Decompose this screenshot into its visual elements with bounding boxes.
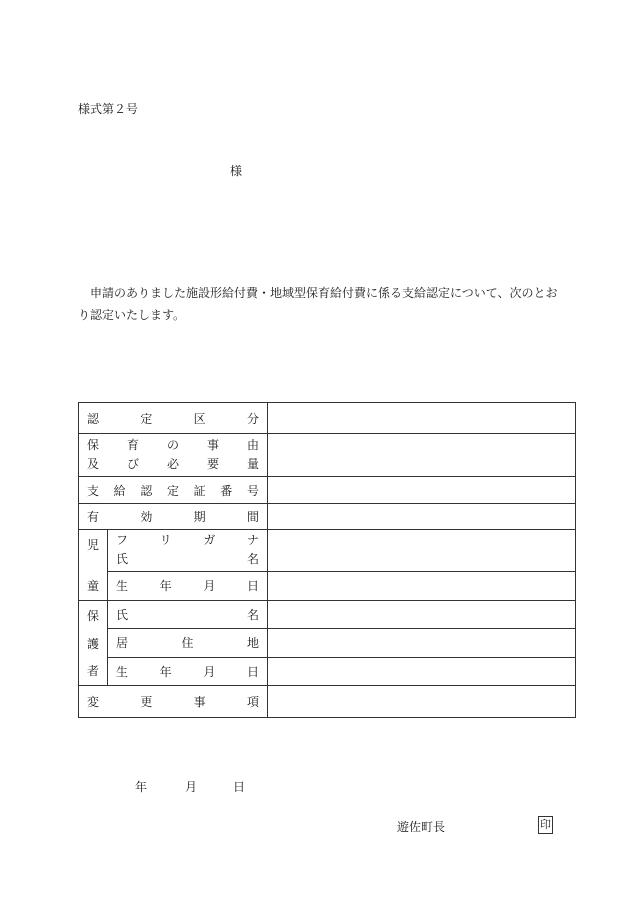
- date-year: 年: [135, 780, 148, 794]
- table-row: [79, 504, 576, 530]
- form-number: 様式第２号: [78, 102, 139, 116]
- certification-table: [78, 402, 576, 718]
- value-validity-period: [268, 504, 576, 530]
- addressee-suffix: 様: [230, 164, 243, 178]
- table-row: [79, 403, 576, 434]
- value-guardian-name: [268, 601, 576, 629]
- label-changes: 変 更 事 項: [87, 695, 259, 709]
- label-child-name: 氏 名: [116, 552, 259, 567]
- table-row: [79, 434, 576, 477]
- value-certificate-number: [268, 477, 576, 504]
- table-row: [79, 629, 576, 657]
- table-row: [79, 530, 576, 572]
- table-row: [79, 601, 576, 629]
- value-child-birthdate: [268, 571, 576, 600]
- label-child-furigana: フ リ ガ ナ: [116, 533, 259, 548]
- label-guardian-birthdate: 生 年 月 日: [116, 664, 259, 679]
- table-row: [79, 571, 576, 600]
- seal-mark: 印: [538, 816, 553, 834]
- label-child-birthdate: 生 年 月 日: [116, 579, 259, 594]
- issuer-name: 遊佐町長: [397, 820, 446, 834]
- value-guardian-birthdate: [268, 657, 576, 685]
- value-reason: [268, 434, 576, 477]
- date-month: 月: [185, 780, 198, 794]
- value-guardian-address: [268, 629, 576, 657]
- issue-date: [135, 778, 245, 795]
- notice-body-text: 申請のありました施設形給付費・地域型保育給付費に係る支給認定について、次のとおり認定いたします。: [78, 286, 558, 322]
- table-row: [79, 477, 576, 504]
- label-reason-line1: 保 育 の 事 由: [87, 438, 259, 452]
- value-certification-type: [268, 403, 576, 434]
- value-changes: [268, 686, 576, 718]
- label-guardian-group: 保 護 者: [86, 609, 99, 678]
- label-guardian-name: 氏 名: [116, 608, 259, 623]
- value-child-name: [268, 530, 576, 572]
- table-row: [79, 686, 576, 718]
- table-row: [79, 657, 576, 685]
- label-child-group: 児 童: [86, 538, 99, 593]
- label-guardian-address: 居 住 地: [116, 636, 259, 651]
- label-validity-period: 有 効 期 間: [87, 510, 259, 524]
- label-reason-line2: 及 び 必 要 量: [87, 457, 259, 471]
- label-certification-type: 認 定 区 分: [87, 411, 259, 426]
- date-day: 日: [233, 780, 246, 794]
- label-certificate-number: 支 給 認 定 証 番 号: [87, 483, 259, 498]
